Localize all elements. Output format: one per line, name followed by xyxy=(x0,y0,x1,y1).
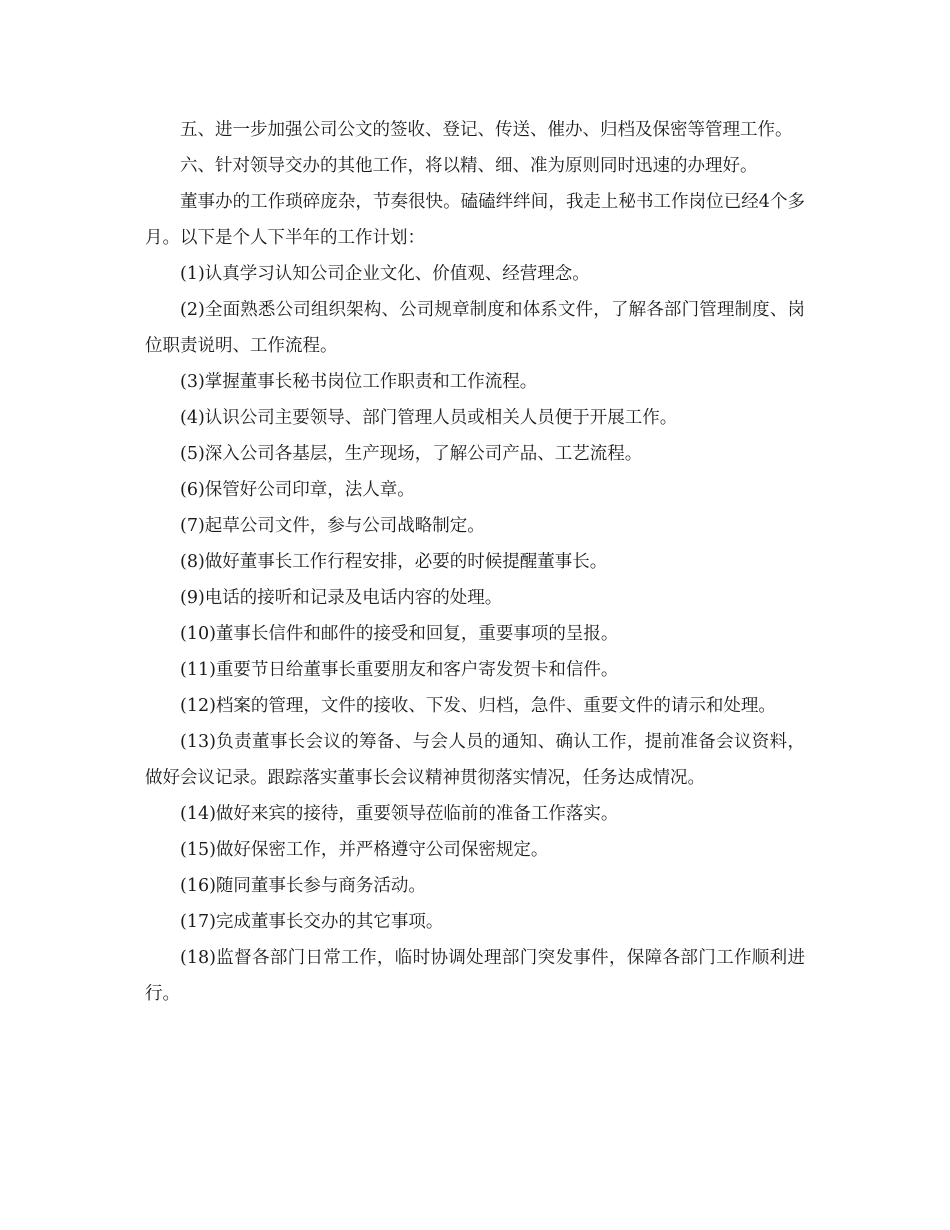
plan-item-17: (17)完成董事长交办的其它事项。 xyxy=(180,912,444,932)
plan-item-15: (15)做好保密工作，并严格遵守公司保密规定。 xyxy=(180,840,549,860)
plan-item-1: (1)认真学习认知公司企业文化、价值观、经营理念。 xyxy=(180,264,590,284)
plan-item-7: (7)起草公司文件，参与公司战略制定。 xyxy=(180,516,485,536)
plan-item-2: (2)全面熟悉公司组织架构、公司规章制度和体系文件，了解各部门管理制度、岗位职责说明、工作流程。 xyxy=(145,300,805,356)
document-body xyxy=(145,112,805,1012)
plan-item-6: (6)保管好公司印章，法人章。 xyxy=(180,480,415,500)
plan-item-9: (9)电话的接听和记录及电话内容的处理。 xyxy=(180,588,503,608)
plan-item-8: (8)做好董事长工作行程安排，必要的时候提醒董事长。 xyxy=(180,552,608,572)
plan-item-13: (13)负责董事长会议的筹备、与会人员的通知、确认工作，提前准备会议资料，做好会议记录。跟踪落实董事长会议精神贯彻落实情况，任务达成情况。 xyxy=(145,732,805,788)
paragraph-6-leader-assigned-work: 六、针对领导交办的其他工作，将以精、细、准为原则同时迅速的办理好。 xyxy=(180,156,758,176)
paragraph-plan-intro: 董事办的工作琐碎庞杂，节奏很快。磕磕绊绊间，我走上秘书工作岗位已经4个多月。以下是个人下半年的工作计划： xyxy=(145,192,805,248)
plan-item-12: (12)档案的管理，文件的接收、下发、归档，急件、重要文件的请示和处理。 xyxy=(180,696,776,716)
plan-item-16: (16)随同董事长参与商务活动。 xyxy=(180,876,426,896)
plan-item-18: (18)监督各部门日常工作，临时协调处理部门突发事件，保障各部门工作顺利进行。 xyxy=(145,948,805,1004)
plan-item-14: (14)做好来宾的接待，重要领导莅临前的准备工作落实。 xyxy=(180,804,619,824)
plan-item-11: (11)重要节日给董事长重要朋友和客户寄发贺卡和信件。 xyxy=(180,660,619,680)
plan-item-4: (4)认识公司主要领导、部门管理人员或相关人员便于开展工作。 xyxy=(180,408,678,428)
paragraph-5-strengthen-document-management: 五、进一步加强公司公文的签收、登记、传送、催办、归档及保密等管理工作。 xyxy=(180,120,793,140)
plan-item-3: (3)掌握董事长秘书岗位工作职责和工作流程。 xyxy=(180,372,538,392)
plan-item-10: (10)董事长信件和邮件的接受和回复，重要事项的呈报。 xyxy=(180,624,619,644)
plan-item-5: (5)深入公司各基层，生产现场，了解公司产品、工艺流程。 xyxy=(180,444,643,464)
